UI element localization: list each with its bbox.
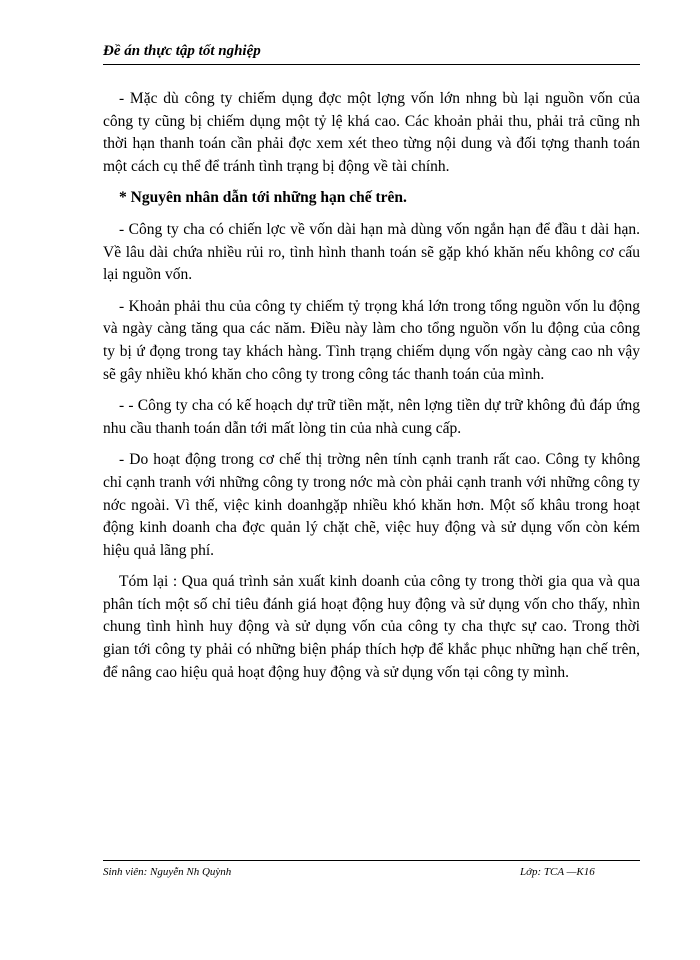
document-header-title: Đề án thực tập tốt nghiệp (103, 43, 261, 59)
footer-student-name: Sinh viên: Nguyễn Nh Quỳnh (103, 866, 232, 878)
header-divider (103, 64, 640, 65)
body-text (103, 88, 640, 693)
paragraph-receivables: - Khoản phải thu của công ty chiếm tỷ trọng khá lớn trong tổng nguồn vốn lu động và ngày càng tăng qua các năm. Điều này làm cho tổng nguồn vốn lu động của công ty bị ứ đọng trong tay khách hàng. Tình trạng chiếm dụng vốn ngày càng cao nh vậy sẽ gây nhiều khó khăn cho công ty trong công tác thanh toán của mình. (103, 297, 640, 383)
footer-class: Lớp: TCA —K16 (520, 866, 595, 878)
paragraph-capital-appropriation: - Mặc dù công ty chiếm dụng đợc một lợng vốn lớn nhng bù lại nguồn vốn của công ty cũng bị chiếm dụng một tỷ lệ khá cao. Các khoản phải thu, phải trả cũng nh thời hạn thanh toán cần phải đợc xem xét theo từng nội dung và đối tợng thanh toán một cách cụ thể để tránh tình trạng bị động về tài chính. (103, 90, 640, 175)
footer-divider (103, 860, 640, 861)
paragraph-long-term-strategy: - Công ty cha có chiến lợc về vốn dài hạn mà dùng vốn ngắn hạn để đầu t dài hạn. Về lâu dài chứa nhiều rủi ro, tình hình thanh toán sẽ gặp khó khăn nếu không cơ cấu lại nguồn vốn. (103, 220, 640, 284)
paragraph-market-competition: - Do hoạt động trong cơ chế thị trờng nên tính cạnh tranh rất cao. Công ty không chỉ cạnh tranh với những công ty trong nớc mà còn phải cạnh tranh với những công ty nớc ngoài. Vì thế, việc kinh doanhgặp nhiều khó khăn hơn. Một số khâu trong hoạt động kinh doanh cha đợc quản lý chặt chẽ, việc huy động và sử dụng vốn còn kém hiệu quả lãng phí. (103, 451, 640, 559)
paragraph-summary: Tóm lại : Qua quá trình sản xuất kinh doanh của công ty trong thời gia qua và qua phân tích một số chỉ tiêu đánh giá hoạt động huy động và sử dụng vốn cho thấy, nhìn chung tình hình huy động và sử dụng vốn của công ty cha thực sự cao. Trong thời gian tới công ty phải có những biện pháp thích hợp để khắc phục những hạn chế trên, để nâng cao hiệu quả hoạt động huy động và sử dụng vốn tại công ty mình. (103, 573, 640, 681)
paragraph-cash-reserve: - - Công ty cha có kế hoạch dự trữ tiền mặt, nên lợng tiền dự trữ không đủ đáp ứng nhu cầu thanh toán dẫn tới mất lòng tin của nhà cung cấp. (103, 397, 640, 437)
section-heading-causes: * Nguyên nhân dẫn tới những hạn chế trên. (119, 189, 407, 207)
